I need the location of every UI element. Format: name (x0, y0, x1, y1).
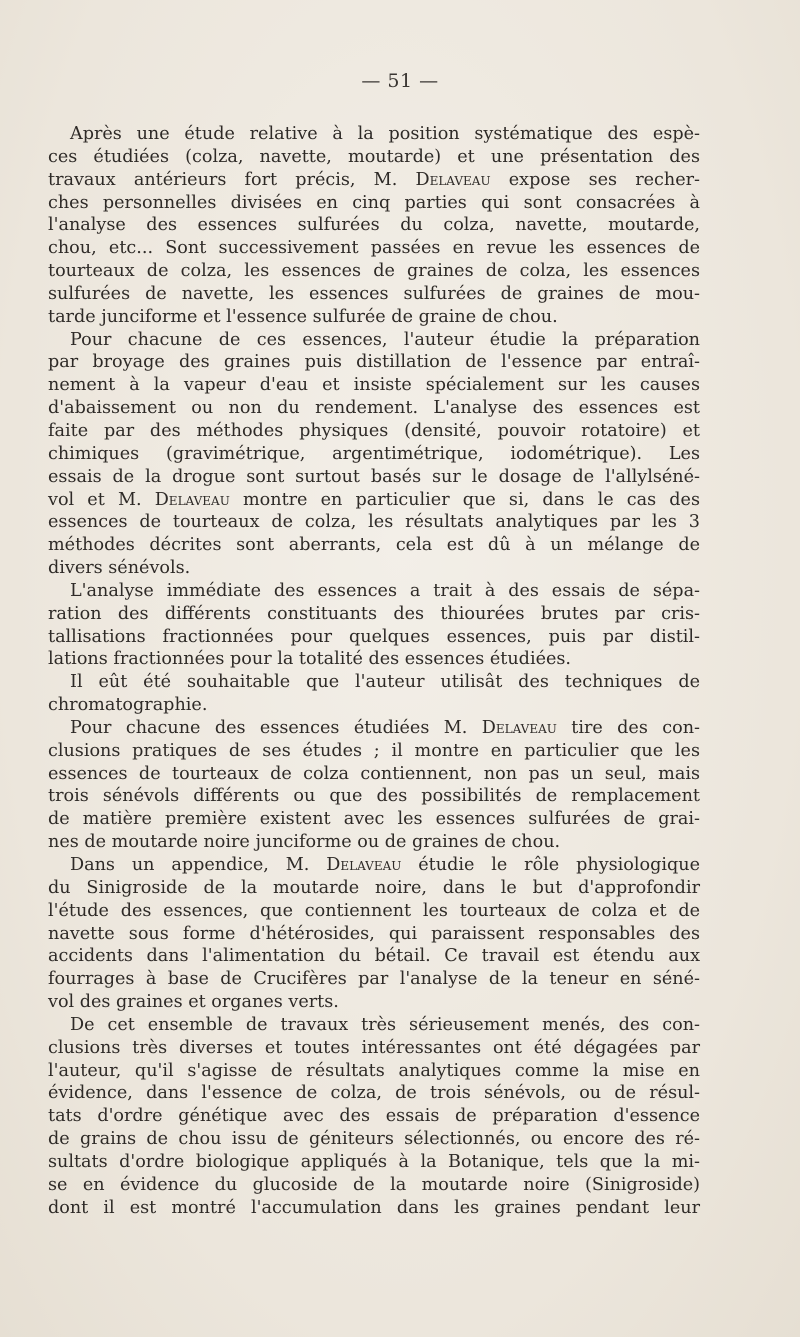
text-line: par broyage des graines puis distillation de l'essence par entraî- (48, 352, 700, 373)
text-line: dont il est montré l'accumulation dans les graines pendant leur (48, 1197, 700, 1218)
text-line: fourrages à base de Crucifères par l'analyse de la teneur en séné- (48, 969, 700, 990)
text-line: lations fractionnées pour la totalité des essences étudiées. (48, 649, 572, 670)
author-name: Delaveau (415, 169, 491, 190)
text-line: sulfurées de navette, les essences sulfurées de graines de mou- (48, 283, 700, 304)
text-line: vol et M. Delaveau montre en particulier que si, dans le cas des (48, 489, 700, 510)
text-line: tats d'ordre génétique avec des essais de préparation d'essence (48, 1106, 700, 1127)
text-line: méthodes décrites sont aberrants, cela est dû à un mélange de (48, 535, 700, 556)
text-line: nes de moutarde noire junciforme ou de graines de chou. (48, 832, 561, 853)
text-line: clusions très diverses et toutes intéressantes ont été dégagées par (48, 1037, 700, 1058)
text-line: Après une étude relative à la position systématique des espè- (70, 124, 700, 144)
text-line: chimiques (gravimétrique, argentimétrique, iodométrique). Les (48, 443, 700, 464)
page-number: — 51 — (361, 70, 439, 92)
text-line: de grains de chou issu de géniteurs sélectionnés, ou encore des ré- (48, 1129, 700, 1150)
text-line: d'abaissement ou non du rendement. L'analyse des essences est (48, 398, 700, 419)
text-line: accidents dans l'alimentation du bétail. Ce travail est étendu aux (48, 946, 700, 967)
text-line: sultats d'ordre biologique appliqués à la Botanique, tels que la mi- (48, 1151, 700, 1172)
text-line: ches personnelles divisées en cinq parties qui sont consacrées à (48, 192, 700, 213)
text-line: évidence, dans l'essence de colza, de trois sénévols, ou de résul- (48, 1083, 700, 1104)
text-line: Pour chacune des essences étudiées M. Delaveau tire des con- (70, 717, 700, 738)
text-line: l'analyse des essences sulfurées du colza, navette, moutarde, (48, 215, 700, 236)
text-line: essences de tourteaux de colza contiennent, non pas un seul, mais (48, 763, 700, 784)
text-line: de matière première existent avec les essences sulfurées de grai- (48, 809, 700, 830)
text-line: Il eût été souhaitable que l'auteur utilisât des techniques de (70, 672, 700, 693)
text-line: chou, etc... Sont successivement passées en revue les essences de (48, 238, 700, 259)
text-line: ration des différents constituants des thiourées brutes par cris- (48, 603, 700, 624)
text-line: faite par des méthodes physiques (densité, pouvoir rotatoire) et (48, 420, 700, 441)
text-line: du Sinigroside de la moutarde noire, dans le but d'approfondir (48, 877, 700, 898)
text-line: Pour chacune de ces essences, l'auteur étudie la préparation (70, 329, 700, 350)
text-line: trois sénévols différents ou que des possibilités de remplacement (48, 786, 700, 807)
text-line: l'étude des essences, que contiennent les tourteaux de colza et de (48, 900, 700, 921)
text-line: tallisations fractionnées pour quelques essences, puis par distil- (48, 626, 700, 647)
text-line: chromatographie. (48, 695, 208, 716)
text-line: navette sous forme d'hétérosides, qui paraissent responsables des (48, 923, 700, 944)
text-line: Dans un appendice, M. Delaveau étudie le rôle physiologique (70, 855, 700, 875)
text-line: se en évidence du glucoside de la moutarde noire (Sinigroside) (48, 1174, 700, 1195)
text-line: De cet ensemble de travaux très sérieusement menés, des con- (70, 1014, 700, 1035)
text-line: essences de tourteaux de colza, les résultats analytiques par les 3 (48, 512, 700, 533)
body-text (48, 123, 700, 1220)
text-line: tourteaux de colza, les essences de graines de colza, les essences (48, 261, 700, 282)
text-line: tarde junciforme et l'essence sulfurée de graine de chou. (48, 306, 558, 327)
text-line: clusions pratiques de ses études ; il montre en particulier que les (48, 740, 700, 761)
text-line: L'analyse immédiate des essences a trait à des essais de sépa- (70, 580, 700, 601)
text-line: essais de la drogue sont surtout basés sur le dosage de l'allylséné- (48, 466, 700, 487)
text-line: divers sénévols. (48, 558, 191, 579)
author-name: Delaveau (481, 717, 557, 738)
text-line: vol des graines et organes verts. (48, 992, 339, 1013)
text-line: l'auteur, qu'il s'agisse de résultats analytiques comme la mise en (48, 1060, 700, 1081)
text-line: travaux antérieurs fort précis, M. Delaveau expose ses recher- (48, 169, 700, 190)
text-line: ces étudiées (colza, navette, moutarde) et une présentation des (48, 146, 700, 167)
author-name: Delaveau (326, 855, 402, 875)
text-line: nement à la vapeur d'eau et insiste spécialement sur les causes (48, 375, 700, 396)
author-name: Delaveau (154, 489, 230, 510)
